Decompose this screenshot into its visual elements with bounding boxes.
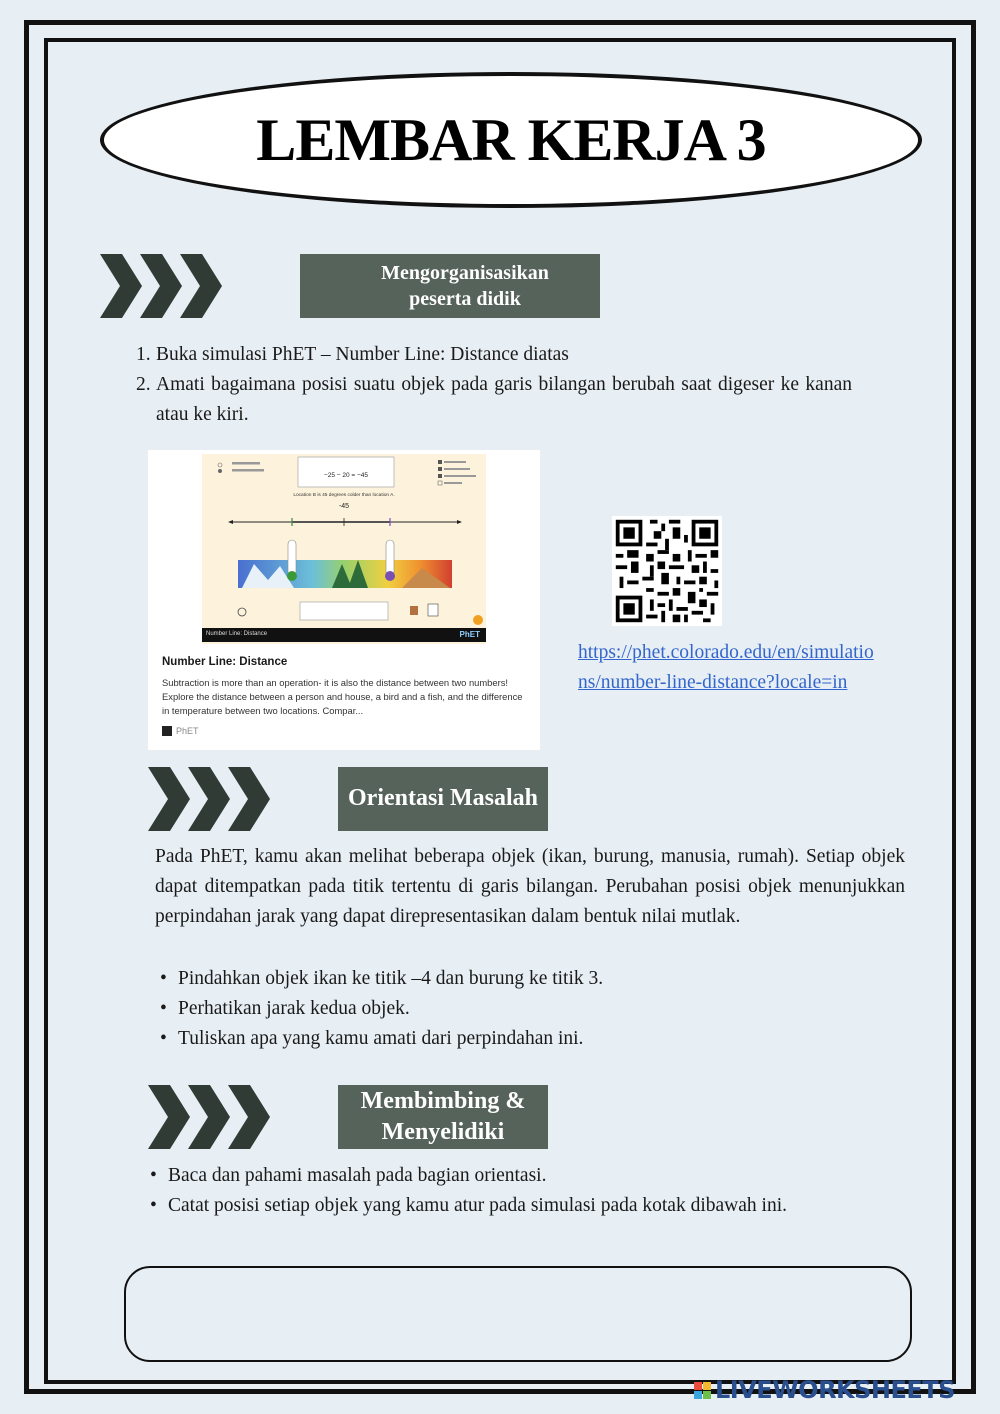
step-number: 1. [136,344,151,365]
title-oval [100,72,922,208]
steps-list [136,340,852,430]
chevron-arrows-icon [148,767,368,831]
bullet-text: Perhatikan jarak kedua objek. [178,998,410,1019]
navbar-title: Number Line: Distance [206,631,268,637]
chevron-arrows-icon [148,1085,368,1149]
simulation-preview-card[interactable] [148,450,540,750]
section-heading [300,254,600,318]
section-heading: Orientasi Masalah [338,767,548,831]
list-item [136,370,852,430]
simulation-brand [162,726,199,736]
phet-icon [162,726,172,736]
list-item: • Baca dan pahami masalah pada bagian orientasi. [150,1161,888,1191]
phet-simulation-link[interactable]: https://phet.colorado.edu/en/simulations/number-line-distance?locale=in [578,642,874,693]
section-heading-line1: Mengorganisasikan [381,262,549,284]
answer-textbox[interactable] [124,1266,912,1362]
list-item: • Pindahkan objek ikan ke titik –4 dan burung ke titik 3. [160,964,860,994]
orientation-paragraph: Pada PhET, kamu akan melihat beberapa objek (ikan, burung, manusia, rumah). Setiap objek dapat ditempatkan pada titik tertentu di garis bilangan. Perubahan posisi objek menunjukkan perpindahan jarak yang dapat direpresentasikan dalam bentuk nilai mutlak. [155,846,905,927]
step-number: 2. [136,374,151,395]
section-banner-membimbing [148,1085,548,1149]
bullet-text: Catat posisi setiap objek yang kamu atur pada simulasi pada kotak dibawah ini. [168,1195,787,1216]
page-title: LEMBAR KERJA 3 [256,106,766,173]
list-item [136,340,852,370]
section-heading-line2: peserta didik [409,288,521,310]
simulation-screenshot [202,454,486,644]
bullet-text: Pindahkan objek ikan ke titik –4 dan burung ke titik 3. [178,968,604,989]
section-banner-mengorganisasikan [100,254,549,318]
orientation-bullets [160,964,860,1054]
distance-value: -45 [338,503,350,510]
phet-logo: PhET [459,630,480,639]
watermark-text: LIVEWORKSHEETS [715,1376,955,1404]
qr-code-icon [612,516,722,626]
list-item: • Catat posisi setiap objek yang kamu atur pada simulasi pada kotak dibawah ini. [150,1191,888,1221]
liveworksheets-watermark [694,1376,955,1404]
list-item: • Tuliskan apa yang kamu amati dari perpindahan ini. [160,1024,860,1054]
simulation-navbar [202,628,486,642]
section-heading-line1: Membimbing & [360,1087,526,1114]
list-item: • Perhatikan jarak kedua objek. [160,994,860,1024]
step-text: Buka simulasi PhET – Number Line: Distance diatas [156,344,569,365]
step-text: Amati bagaimana posisi suatu objek pada garis bilangan berubah saat digeser ke kanan atau ke kiri. [156,374,852,425]
simulation-description: Subtraction is more than an operation- it is also the distance between two numbers! Explore the distance between a person and house, a bird and a fish, and the difference in temperature between two locations. Compar... [162,677,523,716]
section-heading [338,1085,548,1149]
simulation-title: Number Line: Distance [162,656,288,668]
equation-text: −25 − 20 = −45 [323,472,369,479]
section-banner-orientasi [148,767,548,831]
liveworksheets-logo-icon [694,1382,711,1399]
screen-caption: Location B is 45 degrees colder than location A. [293,493,395,498]
section-heading-line2: Menyelidiki [381,1119,505,1145]
chevron-arrows-icon [100,254,320,318]
investigation-bullets [150,1161,888,1221]
bullet-text: Baca dan pahami masalah pada bagian orientasi. [168,1165,547,1186]
brand-label: PhET [176,726,199,736]
bullet-text: Tuliskan apa yang kamu amati dari perpindahan ini. [178,1028,584,1049]
